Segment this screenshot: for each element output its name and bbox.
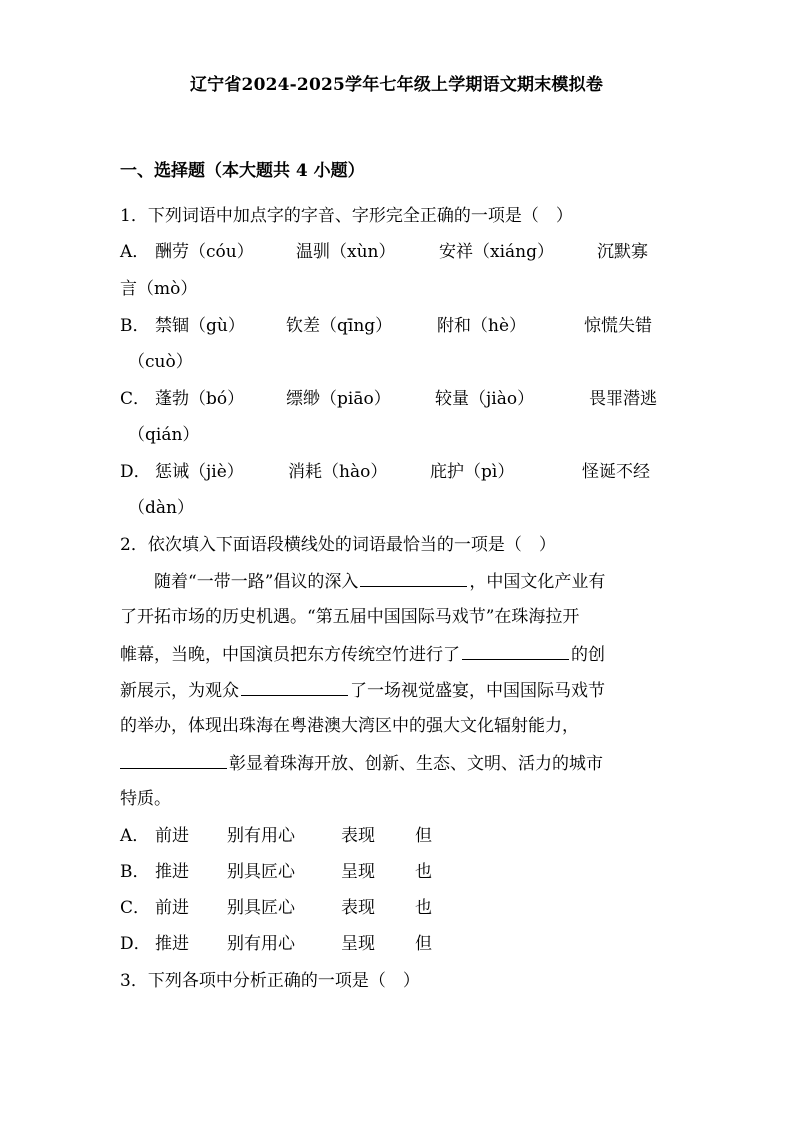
page-title: 辽宁省2024-2025学年七年级上学期语文期末模拟卷 xyxy=(189,75,604,95)
q1-option-d-continued: （dàn） xyxy=(128,498,194,518)
option-word: 消耗（hào） xyxy=(288,462,388,482)
q2-option-d[interactable] xyxy=(120,933,520,955)
option-word: 禁锢（gù） xyxy=(155,316,245,336)
option-label: B． xyxy=(120,862,150,882)
option-word: 温驯（xùn） xyxy=(296,242,396,262)
option-word: 但 xyxy=(415,934,432,954)
option-word: 也 xyxy=(415,862,432,882)
q1-option-a-continued: 言（mò） xyxy=(120,279,198,299)
q1-option-c-continued: （qián） xyxy=(128,425,200,445)
q1-option-d[interactable] xyxy=(120,461,680,483)
q1-option-b[interactable] xyxy=(120,315,680,337)
question-3-stem: 3．下列各项中分析正确的一项是（ ） xyxy=(120,971,420,991)
option-word: 惩诫（jiè） xyxy=(155,462,244,482)
option-word: 别有用心 xyxy=(227,826,295,846)
option-word: 怪诞不经 xyxy=(582,462,650,482)
option-label: B． xyxy=(120,316,150,336)
option-word: 呈现 xyxy=(341,934,375,954)
option-word: 安祥（xiáng） xyxy=(439,242,554,262)
passage-line: 特质。 xyxy=(120,789,171,809)
q2-option-a[interactable] xyxy=(120,825,520,847)
fill-blank-4 xyxy=(120,752,227,769)
option-word: 庇护（pì） xyxy=(430,462,515,482)
passage-text: 随着“一带一路”倡议的深入 xyxy=(120,572,359,592)
option-word: 别具匠心 xyxy=(227,898,295,918)
option-label: D． xyxy=(120,934,151,954)
option-label: C． xyxy=(120,389,151,409)
option-word: 别具匠心 xyxy=(227,862,295,882)
fill-blank-1 xyxy=(360,570,467,587)
q1-option-c[interactable] xyxy=(120,388,680,410)
passage-text: ，中国文化产业有 xyxy=(469,572,606,592)
option-word: 酬劳（cóu） xyxy=(155,242,254,262)
passage-text: 新展示，为观众 xyxy=(120,681,239,701)
option-word: 附和（hè） xyxy=(437,316,527,336)
option-label: A． xyxy=(120,826,150,846)
passage-text: 彰显着珠海开放、创新、生态、文明、活力的城市 xyxy=(229,754,603,774)
option-word: 沉默寡 xyxy=(597,242,648,262)
option-word: 钦差（qīng） xyxy=(286,316,393,336)
q2-option-c[interactable] xyxy=(120,897,520,919)
section-heading: 一、选择题（本大题共 4 小题） xyxy=(120,161,365,181)
passage-line xyxy=(120,679,670,702)
passage-text: 了一场视觉盛宴，中国国际马戏节 xyxy=(350,681,605,701)
option-word: 较量（jiào） xyxy=(435,389,535,409)
passage-line: 了开拓市场的历史机遇。“第五届中国国际马戏节”在珠海拉开 xyxy=(120,607,580,627)
option-word: 推进 xyxy=(155,934,189,954)
option-word: 蓬勃（bó） xyxy=(155,389,245,409)
passage-text: 帷幕，当晚，中国演员把东方传统空竹进行了 xyxy=(120,645,460,665)
fill-blank-3 xyxy=(241,679,348,696)
option-word: 呈现 xyxy=(341,862,375,882)
option-label: A． xyxy=(120,242,150,262)
fill-blank-2 xyxy=(462,643,569,660)
passage-line xyxy=(120,570,670,593)
option-word: 前进 xyxy=(155,898,189,918)
option-word: 缥缈（piāo） xyxy=(286,389,391,409)
option-word: 畏罪潜逃 xyxy=(589,389,657,409)
q2-option-b[interactable] xyxy=(120,861,520,883)
option-word: 别有用心 xyxy=(227,934,295,954)
option-label: D． xyxy=(120,462,151,482)
passage-line: 的举办，体现出珠海在粤港澳大湾区中的强大文化辐射能力， xyxy=(120,716,579,736)
option-word: 也 xyxy=(415,898,432,918)
option-word: 表现 xyxy=(341,826,375,846)
option-word: 但 xyxy=(415,826,432,846)
question-2-stem: 2．依次填入下面语段横线处的词语最恰当的一项是（ ） xyxy=(120,535,556,555)
option-word: 惊慌失错 xyxy=(584,316,652,336)
option-word: 推进 xyxy=(155,862,189,882)
passage-text: 的创 xyxy=(571,645,605,665)
option-label: C． xyxy=(120,898,151,918)
option-word: 表现 xyxy=(341,898,375,918)
question-1-stem: 1．下列词语中加点字的字音、字形完全正确的一项是（ ） xyxy=(120,206,573,226)
option-word: 前进 xyxy=(155,826,189,846)
passage-line xyxy=(120,752,670,775)
passage-line xyxy=(120,643,670,666)
q1-option-b-continued: （cuò） xyxy=(128,352,193,372)
q1-option-a[interactable] xyxy=(120,241,680,263)
